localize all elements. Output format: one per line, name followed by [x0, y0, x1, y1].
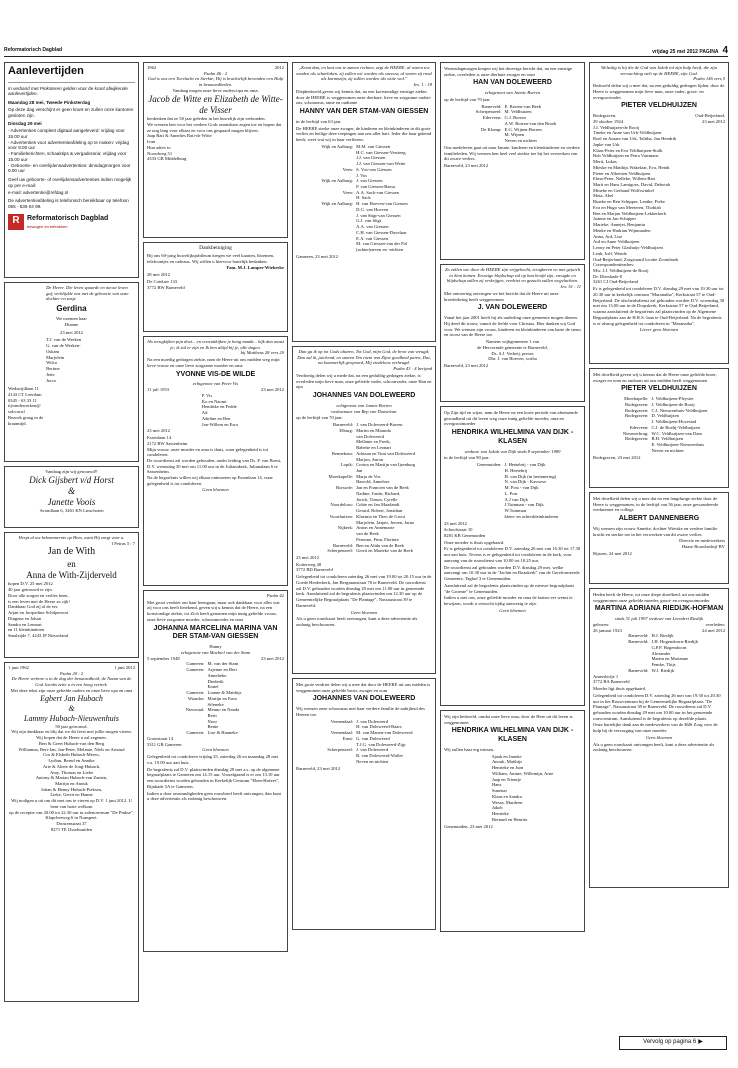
family-row: Barneveld: Ben en Alida van de Beek	[332, 542, 404, 548]
family-row: klein- en achterkleinkinderen	[504, 513, 559, 519]
text-line: Arjan en Jacqueline Schilperoort	[8, 610, 69, 616]
text-line: Correspondentieadres:	[593, 262, 635, 268]
text-line: Merit, Lukas	[593, 159, 617, 165]
text-line: Ivan	[147, 139, 156, 145]
text-line: Bob Veldhuijzen en Petra Vastmans	[593, 153, 659, 159]
text-line: Anna, Ard, Lise	[593, 233, 623, 239]
ads-phone: De advertentieafdeling is telefonisch bereikbaar op telefoon 055 - 539 04 99.	[8, 198, 129, 209]
family-row: Noordeloos: Cobie en Jan Mazdandt	[330, 502, 400, 508]
text-line: Sunenat	[491, 788, 507, 794]
family-row: L. Post	[504, 490, 518, 496]
ad-de-witte: 1962 2012 Psalm 46 : 2 God is ons een Toevlucht en Sterkte; Hij is krachtelijk bevonden een Hulp in benauwdheden. Vandaag mogen onze lieve ouders/opa en oma, Jacob de Witte en Elizabeth de Witte-de Visser herdenken dat ze 50 jaar geleden in het huwelijk zijn verbonden. We wensen hen voor het verdere Gods onmisbare zegen toe en hopen dat ze nog lang voor elkaar en voor ons gespaard mogen blijven. Jaap Rati & Annelies Rati-de Witte Ivan Hun adres is: Noordweg 51 4333 GB Middelburg	[143, 62, 288, 238]
family-row: G.J. van Stigt	[356, 218, 382, 224]
text-line: Sjaak en Janette	[491, 753, 522, 759]
text-line: Meta, Abel	[593, 193, 614, 199]
column-1	[4, 62, 139, 1060]
text-line: Wedstrijdlaan 11	[8, 386, 39, 392]
ads-contact: Geef uw geboorte- of overlijdensadvertenties indien mogelijk op per e-mail:	[8, 177, 132, 188]
family-row: Berit	[207, 712, 217, 718]
family-row: Borssele: Jan en Francien van de Beek	[336, 485, 409, 491]
ad-martina-riedijk: Heden heeft de Heere, tot onze diepe droefheid, uit ons midden weggenomen onze geliefde moeder, groot- en overgrootmoeder MARTINA ADRIANA RIEDIJK-HOFMAN sinds 31 juli 1997 weduwe van Leendert Riedijk geboren: overleden: 26 januari 1923 24 mei 2012 Barneveld: H.J. Riedijk Barneveld: J.H. Hogendoorn-Riedijk G.P.P. Hogendoorn Alexander Martin en Marianne Femke, Thijs Barneveld: W.J. Riedijk Amershofje 1 3772 BA Barneveld Moeder ligt thuis opgebaard. Gelegenheid tot condoleren D.V. zaterdag 26 mei van 19.30 tot 20.30 uur in het Rouwcentrum bij de Gemeentelijke Begraafplaats "De Plantage", Nassaustraat 39 te Barneveld. De rouwdienst zal D.V. gehouden worden dinsdag 29 mei om 10.00 uur in het genoemde rouwcentrum. Aansluitend is de begrafenis op dezelfde plaats. Onze hartelijke dank aan de medewerkers van de HdS Zorg voor de hulp bij de verzorging van onze moeder. Geen bloemen Als u geen rouwkaart ontvangen heeft, kunt u deze advertentie als zodanig beschouwen.	[589, 588, 729, 888]
family-row: Veen: S. Vos-van Giessen	[342, 166, 392, 172]
text-line: Lieke, Gerrit en Hanne	[50, 792, 93, 798]
text-line: - Familieberichten, schaaktips & vergaderaria: vrijdag voor 15.00 uur	[8, 151, 127, 162]
family-row: Noor	[207, 718, 217, 724]
ad-albert-dannenberg: Met droefheid delen wij u mee dat na een langdurige ziekte door de Heere is weggenomen, in de leeftijd van 56 jaar, onze gewaardeerde werknemer en collega ALBERT DANNENBERG Wij wensen zijn vrouw Anneke, dochter Wietske en verdere familie kracht en sterkte toe in het verwerken van dit zware verlies. Directie en medewerkers Haase Bouwbedrijf BV Rijssen, 24 mei 2012	[589, 492, 729, 584]
ads-items	[8, 128, 135, 174]
text-line: Antony & Marian Hubach-van Zanten,	[35, 775, 108, 781]
ad-han-doleweerd: Woensdagmorgen kregen wij het droevige bericht dat, na een ernstige ziekte, overleden is onze dierbare zwager en oom HAN VAN DOLEWEERD echtgenoot van Jannie Borren op de leeftijd van 70 jaar. Barneveld: E. Borren-van Beek Scherpenzeel: M. Veldhuizen Ederveen: G.J. Borren A.W. Borren-van den Broek De Klomp: E.G. Wijnen-Borren M. Wijnen Neven en nichten Ons medeleven gaat uit naar Jannie, kinderen en kleinkinderen en verdere familieleden. Wij wensen hen heel veel sterkte toe bij het verwerken van dit zware verlies. Barneveld, 23 mei 2012	[440, 62, 585, 260]
page-date: vrijdag 25 mei 2012 PAGINA 4	[652, 45, 728, 56]
ad-pieter-veldhuijzen: Welzalig is hij die de God van Jakob tot zijn hulp heeft, die zijn verwachting stelt op de HEERE, zijn God. Psalm 146 vers 5 Bedroefd delen wij u mee dat, na een geduldig gedragen lijden, door de Heere is weggenomen mijn lieve man, onze vader, groot- en overgrootvader PIETER VELDHUIJZEN Bodegraven, Oud-Beijerland, 29 oktober 1924 23 mei 2012 J.J. Veldhuijzen-de Rooij Tineke en Anne van Urk-Veldhuijzen Roel en Amara van Urk, Talitha, Jan Hendrik Japke van Urk Klaas-Peter en Eva Veldhuijzen-Stolk Bob Veldhuijzen en Petra Vastmans Merit, Lukas Mieske en Matthijs Wakelaar, Eva, Hendi Pieter en Albertien Veldhuijzen Elma-Peter, Nelleke, Willem-Bart Marit en Hans Lamigoes, David, Deborah Mineke en Gerhand Wolfswinkel Meta, Abel Rineke en Ben Schipper, Lenthe, Fieke Eva en Hugo van Meeteren, Thobiah Ben en Marjan Veldhuijzen-Lekkerkerk Joanne en Jan Schipper Marieke, Annejet, Benjamin Menke en Hadrian Wijnmaalen Anna, Ard, Lise Ard en Anne Veldhuijzen Leony en Peter Glashuijs-Veldhuijzen Leah, Joël, Wende Oud-Beijerland, Zorgwaard locatie Zoomhoek Correspondentieadres: Mw. J.J. Veldhuijzen-de Rooij Dr. Dierskade 8 3261 CJ Oud-Beijerland Er is gelegenheid tot condoleren D.V. dinsdag 29 mei van 19.30 uur tot 20.30 uur in kerkelijk centrum "Maranatha", Kerkstraat 57 te Oud-Beijerland. De afscheidsdienst zal gehouden worden D.V. woensdag 30 mei om 13.00 uur in de Dorpskerk, Kerkstraat 57 te Oud-Beijerland, waarna aansluitend de begrafenis zal plaatsvinden op de Algemene Begraafplaats aan de H.R.S.-laan te Oud-Beijerland. Na de begrafenis is er alsnog gelegenheid tot condoleren in "Maranatha". Liever geen bloemen	[589, 62, 729, 364]
text-line: Anouk, Matthijs	[491, 759, 523, 765]
family-row: Annelieke	[207, 672, 227, 678]
family-row: N. van Dijk - Kaswese	[504, 479, 547, 485]
ad-johannes-doleweerd: Dan ga ik op tot Gods altaren, Tot God, mijn God, de bron van vreugd; Dan zal ik, juichend, en snaren Ten roem van Zijne goedheid paren, Dat, na kommerlijk geopoord, Mij eindeloos verheugd. Psalm 43 : 4 berijmd Verdrietig delen wij u mede dat, na een geduldig gedragen ziekte, is overleden mijn lieve man, onze geliefde vader, schoonvader, onze Han en opa JOHANNES VAN DOLEWEERD echtgenoot van Jannie Borren weduwnaar van Bep van Donselaar op de leeftijd van 70 jaar. Barneveld: J. van Doleweerd-Borren Elburg: Martin en Miranda van Doleweerd Mellanie en Freek, Babette en Leonart Bennekom: Adriaan en Tinu van Doleweerd Marjon, Anton Lopik: Corina en Martijn van Ijsenburg Jan Moerkapelle: Marja de Vos Harrold, Annelore Borssele: Jan en Francien van de Beek Nadine, Justin, Richard, Jorick, Timon, Cyrelle Noordeloos: Cobie en Jan Mazdandt Gerard, Robert, Jonathan Voorthuizen: Klazinia en Theo de Groot Marjolein, Jasper, Jeroen, Jarno Nijkerk: Anton en Annemarie van de Beek Fernone, Finn, Florinte Barneveld: Ben en Alida van de Beek Scherpenzeel: Gerrit en Marieke van de Beek 23 mei 2012 Kotterweg 48 3772 BD Barneveld Gelegenheid tot condoleren zaterdag 26 mei van 19.00 tot 20.15 uur in de Goede Herderkerk, Jan Bergmanstraat 70 te Barneveld. De rouwdienst zal D.V. gehouden worden dinsdag 29 mei om 11.00 uur in genoemde kerk. Aansluitend zal de begrafenis plaatsvinden om 12.30 uur op de Gemeentelijke Begraafplaats "De Plantage", Nassaustraat 39 te Barneveld. Geen bloemen Als u geen rouwkaart heeft ontvangen, kunt u deze advertentie als zodanig beschouwen.	[292, 346, 436, 674]
text-line: Wij hopen dat de Heere u zal zegenen.	[36, 735, 107, 741]
date-row: 29 oktober 1924 23 mei 2012	[593, 118, 725, 124]
family-row: Jorick, Timon, Cyrelle	[356, 496, 398, 502]
monday-title: Maandag 28 mei, Tweede Pinksterdag	[8, 100, 91, 106]
family-row: De Klomp: E.G. Wijnen-Borren	[480, 126, 542, 132]
text-line: Wilco	[46, 360, 58, 366]
text-line: Klaas en Sandra	[491, 793, 522, 799]
family-row: H.C. van Giessen-Versteeg	[356, 149, 406, 155]
text-line: Williamna, Bert-Jan, Jan-Peter, Melanie, Niels en Arnoud	[18, 746, 125, 752]
text-line: Oud-Beijerland, Zorgwaard locatie Zoomhoek	[593, 256, 679, 262]
family-row: Gameren: Lise & Hanneke	[186, 730, 238, 736]
text-line: Wij zijn dankbaar en blij dat we dit feest met jullie mogen vieren.	[11, 729, 132, 735]
family-row: Barneveld: E. Borren-van Beek	[481, 103, 542, 109]
text-line: Ben en Marjan Veldhuijzen-Lekkerkerk	[593, 210, 667, 216]
family-row: M. van Giessen-van der Pol	[356, 241, 408, 247]
family-row: Martin en Marianne	[651, 656, 689, 662]
text-line: Mineke en Gerhand Wolfswinkel	[593, 187, 654, 193]
family-row: Babette en Leonart	[356, 445, 392, 451]
text-line: Wij nodigen u uit om dit met ons te vieren op D.V. 1 juni 2012. U bent van harte welkom	[11, 798, 132, 809]
text-line: Bert & Greet Hubach-van den Berg	[38, 740, 105, 746]
family-row: T.J.G. van Doleweerd-Zijp	[356, 741, 406, 747]
ad-johannes-broer: Met grote verdriet delen wij u mee dat door de HEERE uit ons midden is weggenomen onze geliefde broer, zwager en oom JOHANNES VAN DOLEWEERD Wij wensen onze schoonzus met haar verdere familie de nabijheid des Heeren toe. Veenendaal: J. van Doleweerd H. van Doleweerd-Baars Veenendaal: M. van Manen-van Doleweerd Ermt: G. van Doleweerd T.J.G. van Doleweerd-Zijp Scherpenzeel: J. van Doleweerd R. van Doleweerd-Wallet Neven en nichten Barneveld, 23 mei 2012	[292, 678, 436, 930]
text-line: Oskam	[46, 348, 60, 354]
text-line: Smalzijde 7, 4243 JP Nieuwland	[8, 633, 68, 639]
text-line: Mijn vrouw, onze moeder en oma is thuis, waar gelegenheid is tot condoleren.	[147, 446, 269, 458]
family-row: Femke, Thijs	[651, 662, 676, 668]
text-line: Henrieke	[491, 811, 509, 817]
family-row: W.Tuinman	[504, 508, 527, 514]
family-row: E.A. van Giessen	[356, 235, 389, 241]
text-line: kraamtijd.	[8, 420, 27, 426]
family-row: Veenendaal: M. van Manen-van Doleweerd	[330, 730, 413, 736]
family-row: J. Vos	[356, 172, 367, 178]
aanlevertijden-box	[4, 62, 139, 278]
text-line: Lydian, Bernd en Annike	[48, 758, 95, 764]
text-line: Japke van Urk	[593, 141, 620, 147]
text-line: 2172 BW Sassenheim	[147, 440, 188, 446]
text-line: 8281 KB Genemuiden	[444, 532, 486, 538]
family-row: J.Tuinman - van Dijk	[504, 502, 544, 508]
text-line: Hans	[491, 782, 502, 788]
text-line: Rineke en Ben Schipper, Lenthe, Fieke	[593, 199, 665, 205]
newspaper-logo: R Reformatorisch Dagblad bewogen en betrokken	[8, 214, 135, 230]
text-line: - Advertenties compleet digitaal aangeleverd: vrijdag voor 15.00 uur	[8, 128, 125, 139]
text-line: 40 jaar getrouwd te zijn.	[8, 587, 53, 593]
family-row: J.J. van Giessen	[356, 155, 386, 161]
page-header	[4, 47, 728, 57]
text-line: - Geboorte- en overlijdensadvertenties: dinsdagmorgen voor 9.00 uur	[8, 162, 131, 174]
ad-hanny-family: „Komt dan, en laat ons te zamen rechten, zegt de HEERE, al waren uw zonden als scharlaken, zij zullen wit worden als sneeuw, al waren zij rood als karmozijn, zij zullen worden als witte wol." Jes. 1 : 18 Diepbedroefd geven wij kennis dat, na een kortstondige ernstige ziekte, door de HEERE is weggenomen onze dierbare, lieve en zorgzame oudste zus, schoonzus, tante en oudtante HANNY VAN DER STAM-VAN GIESSEN in de leeftijd van 63 jaar. De HEERE sterke onze zwager, de kinderen en kleinkinderen in dit grote verlies en heilige deze roepingen aan ons aller hart. Ieder die haar gekend heeft, weet wat wij in haar verliezen. Wijk en Aalburg: M.M. van Giessen H.C. van Giessen-Versteeg J.J. van Giessen J.J. van Giessen-van Wette Veen: S. Vos-van Giessen J. Vos Wijk en Aalburg: J. van Giessen P. van Giessen-Bassa Veen: A.A. Sack-van Giessen H. Sack Wijk en Aalburg: H. van Hoeven-van Giessen D.G. van Hoeven J. van Stigt-van Giessen G.J. van Stigt A.A. van Giessen C.H. van Giessen-Daveluar E.A. van Giessen M. van Giessen-van der Pol (achter)neven en -nichten Gameren, 23 mei 2012	[292, 62, 436, 342]
family-row: J. van Stigt-van Giessen	[356, 212, 401, 218]
text-line: Door alle zorgen en verlies heen,	[8, 592, 69, 598]
text-line: G. van de Werken-	[46, 343, 81, 349]
family-row: C.H. van Giessen-Daveluar	[356, 229, 407, 235]
family-row: M. Post - van Dijk	[504, 485, 539, 491]
ad-hendrika-van-dijk: Op Zijn tijd en wijze, nam de Heere na een korte periode van afnemende gezondheid uit dit leven weg onze innig geliefde moeder, oma en overgrootmoeder HENDRIKA WILHELMINA VAN DIJK - KLASEN weduwe van Jakob van Dijk sinds 8 september 1989 in de leeftijd van 90 jaar. Genemuiden: J. Heetebrij - van Dijk H. Heetebrij H. van Dijk (in herinnering) N. van Dijk - Kaswese M. Post - van Dijk L. Post A.J van Dijk J.Tuinman - van Dijk W.Tuinman klein- en achterkleinkinderen 23 mei 2012 Schoolstraat 10 8281 KB Genemuiden Onze moeder is thuis opgebaard. Er is gelegenheid tot condoleren D.V. zaterdag 26 mei van 16.30 tot 17.30 uur aan huis. Tevens is er gelegenheid tot condoleren in de kerk, voor aanvang van de rouwdienst van 10.00 tot 10.25 uur. De rouwdienst zal gehouden worden D.V. dinsdag 29 mei, welke aanvangt om 10.30 uur in de "Jachin en Boazkerk" van de Gereformeerde Gemeente, Taghof 3 te Genemuiden. Aansluitend zal de begrafenis plaatsvinden op de nieuwe begraafplaats "de Groente" te Genemuiden. Indien u met ons, onze geliefde moeder en oma de laatste eer wenst te bewijzen, wordt u verzocht tijdig aanwezig te zijn. Geen bloemen	[440, 406, 585, 706]
family-row: Marjon, Anton	[356, 456, 384, 462]
text-line: 3772 BW Barneveld	[147, 284, 185, 290]
family-row: Waardar: Martijn en Erna	[187, 695, 237, 701]
text-line: Ds. S.J. Verheij, preses	[491, 350, 534, 356]
text-line: De Cotelaer 133	[147, 278, 178, 284]
text-line: Cor & Elsbeth Hubach-Mereo,	[43, 752, 100, 758]
text-line: Essenlaan 14	[147, 435, 172, 441]
ad-hanny-stam: Psalm 42 Met groot verdriet om haar heengaan, maar ook dankbaar voor alles wat zij voor ons heeft betekend, geven wij u kennis dat de Heere, na een kortstondige ziekte, tot Zich heeft genomen mijn innig geliefde vrouw, onze lieve zorgzame moeder, schoonmoeder en oma JOHANNA MARCELINA MARINA VAN DER STAM-VAN GIESSEN Hanny echtgenote van Machiel van der Stam 5 september 1948 23 mei 2012 Gameren: M. van der Stam Gameren: Arjenne en Bert Annelieke Diederik Emiel Gameren: Lianne & Matthijs Waardar: Martijn en Erna Sifeneke Nieuwaal: Menno en Nanda Berit Noor Bente Gameren: Lise & Hanneke Grotestraat 14 5311 GB Gameren Geen bloemen Gelegenheid tot condoleren vrijdag 25, zaterdag 26 en maandag 28 mei v.a. 19.00 uur aan huis. De begrafenis zal D.V. plaatsvinden dinsdag 29 mei a.s. op de algemene begraafplaats te Gameren om 14.15 uur. Voorafgaand is er om 13.10 uur een rouwdienst worden gehouden in Kerkelijk Centrum "Eben-Haëzer", Rijnkade 5A te Gameren. Indien u door omstandigheden geen rouwbrief heeft ontvangen, dan kunt u deze advertentie als zodanig beschouwen.	[143, 590, 288, 952]
family-row: Harrold, Annelore	[356, 479, 390, 485]
text-line: We wensen hen voor het verdere Gods onmisbare zegen toe en hopen dat ze nog lang voor elkaar en voor ons gespaard mogen blijven.	[147, 121, 282, 133]
page-number: 4	[722, 45, 728, 56]
family-row: Bennekom: Adriaan en Tinu van Doleweerd	[331, 450, 416, 456]
family-row: Genemuiden: J. Heetebrij - van Dijk	[476, 462, 546, 468]
text-line: Amy, Thomas en Lieke	[50, 769, 93, 775]
family-row: H. van Doleweerd-Baars	[356, 724, 402, 730]
text-line: 4143 CT Leerdam	[8, 392, 42, 398]
family-row: Moerkapelle: J. Veldhuijzen-Pleysier	[623, 396, 694, 402]
family-row: Nijkerk: Anton en Annemarie	[337, 525, 395, 531]
ad-hendrika-oma: Wij zijn bedroefd, omdat onze lieve oma, door de Here uit dit leven is weggenomen HENDRIKA WILHELMINA VAN DIJK - KLASEN Wij zullen haar erg missen. Sjaak en Janette Anouk, Matthijs Henrieke en Jurn William, Amine, Willemijn, Arne Jaap en Trientje Hans Sunenat Klaas en Sandra Wessa, Marileen Jakob Henrieke Bernard en Henrita Genemuiden, 23 mei 2012	[440, 710, 585, 932]
family-row: Fernone, Finn, Florinte	[356, 536, 399, 542]
text-line: Marit en Hans Lamigoes, David, Deborah	[593, 181, 671, 187]
family-row: Nieuwaal: Menno en Nanda	[185, 707, 240, 713]
column-5	[589, 62, 729, 1060]
text-line: Dankbaar God zij al de eer.	[8, 604, 59, 610]
family-row: Alexander	[651, 650, 671, 656]
family-row: Diederik	[207, 678, 224, 684]
family-row: Jan	[356, 467, 363, 473]
ad-j-doleweerd-gemeente: Zo zullen wie door de HEERE zijn vrijgekocht, terugkeren en met gejuich in Sion komen. Eeuwige blijdschap zal op hun hoofd zijn, vreugde en blijdschap zullen zij verkrijgen, verdriet en gezucht zullen wegvluchten. Jes. 51 : 11 Met ontroering ontvingen we het bericht dat de Heere uit onze broederkring heeft weggenomen J. VAN DOLEWEERD Vanaf het jaar 2001 heeft hij als ouderling onze gemeente mogen dienen. Hij deed dit trouw, vanuit de liefde voor Christus. Hier danken wij God voor. We wensen zijn vrouw, kinderen en kleinkinderen van harte de steun en troost van de Heere toe. Namens wijkgemeente 1 van de Hervormde gemeente te Barneveld, Ds. S.J. Verheij, preses Dhr. J. van Hoeven, scriba Barneveld, 23 mei 2012	[440, 264, 585, 402]
family-row: E. Veldhuijzen-Nieuwenhuis	[651, 442, 705, 448]
text-line: Bertine	[46, 366, 60, 372]
text-line: Jakob	[491, 805, 503, 811]
text-line: solcon.nl	[8, 409, 25, 415]
text-line: Jaap Rati & Annelies Rati-de Witte	[147, 133, 212, 139]
family-row: Sifeneke	[207, 701, 224, 707]
text-line: 5311 GB Gameren	[147, 741, 182, 747]
family-row: Gameren: Arjenne en Bert	[186, 667, 237, 673]
text-line: 3772 BA Barneveld	[593, 679, 630, 685]
family-row: G.P.P. Hogendoorn	[651, 644, 687, 650]
family-row: Gameren: M. van der Stam	[186, 661, 239, 667]
family-row: Neven en nichten	[651, 447, 684, 453]
text-line: Marieke, Annejet, Benjamin	[593, 222, 646, 228]
family-row: P. van Giessen-Bassa	[356, 183, 396, 189]
family-row: Bodegraven: C.J. Nieuwenhuis-Veldhuijzen	[624, 407, 708, 413]
family-row: Bodegraven: B.H. Veldhuijzen	[624, 436, 684, 442]
ad-jan-anna: Herpt al uw bekommernis op Hem, want Hij zorgt voor u. I Petrus 5 : 7 Jan de With en Anna de With-Zijderveld hopen D.V. 25 mei 2012 40 jaar getrouwd te zijn. Door alle zorgen en verlies heen, is een leven met de Heere zo rijk! Dankbaar God zij al de eer. Arjan en Jacqueline Schilperoort Dingena en Johan Sandra en Lennart en 11 kleinkinderen Smalzijde 7, 4243 JP Nieuwland	[4, 532, 139, 658]
continued-on-page-link[interactable]: Vervolg op pagina 6 ▶	[619, 1036, 727, 1050]
ad-pieter-broer: Met droefheid geven wij u kennis dat de Heere onze geliefde broer, zwager en oom en oudoom uit ons midden heeft weggenomen PIETER VELDHUIJZEN Moerkapelle: J. Veldhuijzen-Pleysier Bodegraven: J. Veldhuijzen-de Rooij Bodegraven: C.J. Nieuwenhuis-Veldhuijzen Bodegraven: D. Veldhuijzen J. Veldhuijzen-Hovestad Ederveen: C.J. de Roelij-Veldhuijzen Nieuwerbrug: W.C. Veldhuijzen-van Dam Bodegraven: B.H. Veldhuijzen E. Veldhuijzen-Nieuwenhuis Neven en nichten Bodegraven, 23 mei 2012	[589, 368, 729, 488]
family-row: van Doleweerd	[356, 433, 385, 439]
family-row: Elburg: Martin en Miranda	[339, 427, 391, 433]
text-line: De rouwdienst zal worden gehouden, onder leiding van Ds. F. van Boest, D.V. woensdag 30 mei om 11.00 uur in de Julianakerk, Julianalaan 6 te Sassenheim.	[147, 457, 282, 475]
aanlevertijden-title: Aanlevertijden	[8, 65, 135, 83]
text-line: Mieske en Matthijs Wakelaar, Eva, Hendi	[593, 164, 670, 170]
family-row: Marjolein, Jasper, Jeroen, Jarno	[356, 519, 415, 525]
text-line: Haase Bouwbedrijf BV	[681, 544, 725, 550]
text-line: Drostenstraat 37	[56, 821, 87, 827]
text-line: hopen D.V. 25 mei 2012	[8, 581, 53, 587]
family-row: H. Heetebrij	[504, 467, 528, 473]
family-row: A.J van Dijk	[504, 496, 528, 502]
text-line: - Advertenties voor advertentieafdeling op te maken: vrijdag voor 9.00 uur	[8, 139, 130, 151]
text-line: Jaap en Trientje	[491, 776, 522, 782]
text-line: Mw. J.J. Veldhuijzen-de Rooij	[593, 267, 649, 273]
text-line: Arie & Aliete de Jong-Hubach,	[42, 763, 101, 769]
text-line: Joanne en Jan Schipper	[593, 216, 636, 222]
family-row: van de Beek	[356, 531, 379, 537]
text-line: Jan-Willem en Esra	[201, 421, 238, 427]
text-line: de Hervormde gemeente te Barneveld,	[477, 344, 548, 350]
ads-intro: In verband met Pinksteren gelden voor de krant afwijkende aanlevertijden.	[8, 85, 128, 97]
family-row: Veen: A.A. Sack-van Giessen	[342, 189, 399, 195]
text-line: 3772 BD Barneveld	[296, 567, 333, 573]
text-line: Ad	[201, 410, 208, 416]
family-row: Bodegraven: D. Veldhuijzen	[624, 413, 679, 419]
family-row: Lopik: Corina en Martijn van Ijsenburg	[340, 462, 416, 468]
text-line: Ko en Naomi	[201, 398, 227, 404]
text-line: Leony en Peter Glashuijs-Veldhuijzen	[593, 245, 663, 251]
column-4	[440, 62, 585, 1060]
text-line: Kotterweg 48	[296, 561, 322, 567]
family-row: (achter)neven en -nichten	[356, 247, 404, 253]
family-row: H. Sack	[356, 195, 371, 201]
family-row: Wijk en Aalburg: J. van Giessen	[321, 178, 383, 184]
text-line: herdenken dat ze 50 jaar geleden in het huwelijk zijn verbonden.	[147, 116, 266, 122]
text-line: Martijn en Anouk	[55, 781, 88, 787]
text-line: Tineke en Anne van Urk-Veldhuijzen	[593, 130, 662, 136]
text-line: is een leven met de Heere zo rijk!	[8, 598, 70, 604]
ad-yvonne-vis: Als terugkijken pijn doet... en vooruitkijken je bang maakt... kijk dan naast je; ik zal er zijn en Ik ben altijd bij je, alle dagen. bij Mattheus 28 vers 20 Na een moedig gedragen ziekte, nam de Heere uit ons midden weg mijn lieve vrouw en onze lieve zorgzame moeder en oma YVONNE VIS-DE WILDE echtgenote van Peter Vis 11 juli 1953 23 mei 2012 P. Vis Ko en Naomi Hendrike en Fedde Ad Adeline en Ben Jan-Willem en Esra 23 mei 2012 Essenlaan 14 2172 BW Sassenheim Mijn vrouw, onze moeder en oma is thuis, waar gelegenheid is tot condoleren. De rouwdienst zal worden gehouden, onder leiding van Ds. F. van Boest, D.V. woensdag 30 mei om 11.00 uur in de Julianakerk, Julianalaan 6 te Sassenheim. Na de begrafenis willen wij elkaar ontmoeten op Essenlaan 14, waar gelegenheid is tot condoleren. Geen bloemen	[143, 336, 288, 586]
family-row: Wijk en Aalburg: H. van Hoeven-van Giessen	[321, 201, 408, 207]
family-row: Scherpenzeel: Gerrit en Marieke van de Beek	[327, 548, 413, 554]
family-row: Neven en nichten	[504, 138, 537, 144]
text-line: 0345 - 63 33 11	[8, 397, 37, 403]
date-row: geboren: overleden:	[593, 621, 725, 627]
text-line: P. Vis	[201, 392, 213, 398]
family-row: Scherpenzeel: M. Veldhuizen	[475, 109, 532, 115]
text-line: Sandra en Lennart	[8, 621, 42, 627]
family-row: Voorthuizen: Klazinia en Theo de Groot	[329, 513, 406, 519]
family-row: Barneveld: H.J. Riedijk	[628, 633, 674, 639]
family-row: A.A. van Giessen	[356, 224, 389, 230]
family-row: Moerkapelle: Marja de Vos	[328, 473, 381, 479]
text-line: Elma-Peter, Nelleke, Willem-Bart	[593, 176, 656, 182]
column-3	[292, 62, 436, 1060]
family-row: Nadine, Justin, Richard,	[356, 490, 401, 496]
family-row: Barneveld: W.J. Riedijk	[628, 667, 675, 673]
paper-name: Reformatorisch Dagblad	[4, 47, 63, 53]
text-line: Roel en Amara van Urk, Talitha, Jan Hendrik	[593, 136, 677, 142]
text-line: Grotestraat 14	[147, 735, 174, 741]
text-line: op de receptie van 20.00 tot 22.30 uur in zalencentrum "De Pinkse", Klapcherweg 6 in Nunspeet.	[8, 809, 135, 821]
text-line: Eva en Hugo van Meeteren, Thobiah	[593, 204, 661, 210]
family-row: H. van Dijk (in herinnering)	[504, 473, 557, 479]
tuesday-title: Dinsdag 29 mei	[8, 121, 42, 127]
text-line: Dingena en Johan	[8, 615, 41, 621]
family-row: Gameren: Lianne & Matthijs	[186, 690, 242, 696]
logo-icon: R	[8, 214, 24, 230]
text-line: Namens wijkgemeente 1 van	[485, 339, 540, 345]
ad-dick-janette: Vandaag zijn wij getrouwd!! Dick Gijsbert v/d Horst & Janette Voois Avondlaan 6, 3461 KN Linschoten	[4, 466, 139, 528]
family-row: Ermt: G. van Doleweerd	[342, 735, 390, 741]
text-line: Leah, Joël, Wende	[593, 250, 627, 256]
family-row: Wijk en Aalburg: M.M. van Giessen	[321, 143, 391, 149]
text-line: J.J. Veldhuijzen-de Rooij	[593, 124, 640, 130]
text-line: en 11 kleinkinderen	[8, 627, 45, 633]
text-line: T.J. van de Werken	[46, 337, 82, 343]
text-line: Bernard en Henrita	[491, 816, 528, 822]
text-line: Johan & Henny Hubach-Pieksen,	[40, 786, 103, 792]
family-row: Ederveen: G.J. Borren	[482, 115, 526, 121]
family-row: Emiel	[207, 684, 219, 690]
ad-gerdina: De Heere. Die leven spaarde en nieuw leven gaf, verblijdde ons met de geboorte van onze dochter en zusje Gerdina We noemen haar Dianne 23 mei 2012 T.J. van de Werken G. van de Werken- Oskam Marjolein Wilco Bertine Jette Jacco Wedstrijdlaan 11 4143 CT Leerdam 0345 - 63 33 11 tijvandewerken@ solcon.nl Bezoek graag in de kraamtijd.	[4, 282, 139, 462]
family-row: Gerard, Robert, Jonathan	[356, 508, 403, 514]
ad-dankbetuiging: Dankbetuiging Bij ons 60-jarig huwelijksjubileum kregen we veel kaarten, bloemen, telefoontjes en cadeaus. Wij willen u hiervoor hartelijk bedanken. Fam. M.J. Lamper-Wiekerke 28 mei 2012 De Cotelaer 133 3772 BW Barneveld	[143, 242, 288, 332]
text-line: Hun adres is:	[147, 144, 172, 150]
family-row: Veenendaal: J. van Doleweerd	[330, 718, 389, 724]
text-line: Dhr. J. van Hoeven, scriba	[488, 356, 537, 362]
family-row: R. van Doleweerd-Wallet	[356, 753, 403, 759]
text-line: 4333 GB Middelburg	[147, 156, 187, 162]
text-line: Henrieke en Jurn	[491, 765, 524, 771]
text-line: Marjolein	[46, 354, 65, 360]
family-row: Mellanie en Freek,	[356, 439, 391, 445]
family-row: Scherpenzeel: J. van Doleweerd	[327, 747, 389, 753]
family-row: Bente	[207, 724, 219, 730]
family-row: Neven en nichten	[356, 758, 389, 764]
text-line: Na de begrafenis willen wij elkaar ontmoeten op Essenlaan 14, waar gelegenheid is tot condoleren.	[147, 475, 273, 486]
family-row: Nieuwerbrug: W.C. Veldhuijzen-van Dam	[622, 430, 702, 436]
text-line: Jette	[46, 371, 55, 377]
ads-email[interactable]: e-mail: advertentie@refdag.nl	[8, 189, 69, 195]
text-line: Amershofje 1	[593, 673, 619, 679]
family-row: J.J. van Giessen-van Wette	[356, 161, 406, 167]
date-row: Bodegraven, Oud-Beijerland,	[593, 113, 725, 119]
text-line: Adeline en Ben	[201, 415, 231, 421]
text-line: Menke en Hadrian Wijnmaalen	[593, 227, 651, 233]
text-line: Bezoek graag in de	[8, 414, 44, 420]
text-line: Dr. Dierskade 8	[593, 273, 622, 279]
family-row: J. Veldhuijzen-Hovestad	[651, 419, 697, 425]
text-line: 8271 TE IJsselmuiden	[50, 826, 92, 832]
family-row: Bodegraven: J. Veldhuijzen-de Rooij	[624, 401, 695, 407]
text-line: Klaas-Peter en Eva Veldhuijzen-Stolk	[593, 147, 663, 153]
text-line: Schoolstraat 10	[444, 527, 473, 533]
family-row: Ederveen: C.J. de Roelij-Veldhuijzen	[629, 424, 700, 430]
text-line: tijvandewerken@	[8, 403, 41, 409]
text-line: Hendrike en Fedde	[201, 404, 237, 410]
text-line: Jacco	[46, 377, 57, 383]
text-line: Directie en medewerkers	[679, 538, 725, 544]
text-line: Wessa, Marileen	[491, 799, 523, 805]
family-row: Barneveld: J. van Doleweerd-Borren	[332, 422, 403, 428]
family-row: M. Wijnen	[504, 132, 525, 138]
text-line: 3261 CJ Oud-Beijerland	[593, 279, 638, 285]
family-row: A.W. Borren-van den Broek	[504, 120, 557, 126]
text-line: Ard en Anne Veldhuijzen	[593, 239, 640, 245]
text-line: Pieter en Albertien Veldhuijzen	[593, 170, 651, 176]
column-2	[143, 62, 288, 1060]
family-row: Barneveld: J.H. Hogendoorn-Riedijk	[628, 639, 699, 645]
date-row: 26 januari 1923 24 mei 2012	[593, 627, 725, 633]
text-line: Noordweg 51	[147, 150, 173, 156]
arrow-right-icon: ▶	[698, 1039, 703, 1046]
family-row: D.G. van Hoeven	[356, 206, 389, 212]
monday-text: Op deze dag verschijnt er geen krant en zullen onze kantoren gesloten zijn.	[8, 106, 134, 118]
text-line: William, Amine, Willemijn, Arne	[491, 770, 554, 776]
ad-hubach: 1 juni 1962 1 juni 2012 Psalm 20 : 2 De Heere verhore u in de dag der benauwdheid; de Naam van de God Jacobs zette u in een hoog vertrek. Met deze tekst zijn onze geliefde ouders en onze lieve opa en oma Egbert Jan Hubach & Lammy Hubach-Nieuwenhuis 50 jaar getrouwd. Wij zijn dankbaar en blij dat we dit feest met jullie mogen vieren. Wij hopen dat de Heere u zal zegenen. Bert & Greet Hubach-van den Berg Williamna, Bert-Jan, Jan-Peter, Melanie, Niels en Arnoud Cor & Elsbeth Hubach-Mereo, Lydian, Bernd en Annike Arie & Aliete de Jong-Hubach, Amy, Thomas en Lieke Antony & Marian Hubach-van Zanten, Martijn en Anouk Johan & Henny Hubach-Pieksen, Lieke, Gerrit en Hanne Wij nodigen u uit om dit met ons te vieren op D.V. 1 juni 2012. U bent van harte welkom op de receptie van 20.00 tot 22.30 uur in zalencentrum "De Pinkse", Klapcherweg 6 in Nunspeet. Drostenstraat 37 8271 TE IJsselmuiden	[4, 662, 139, 1002]
